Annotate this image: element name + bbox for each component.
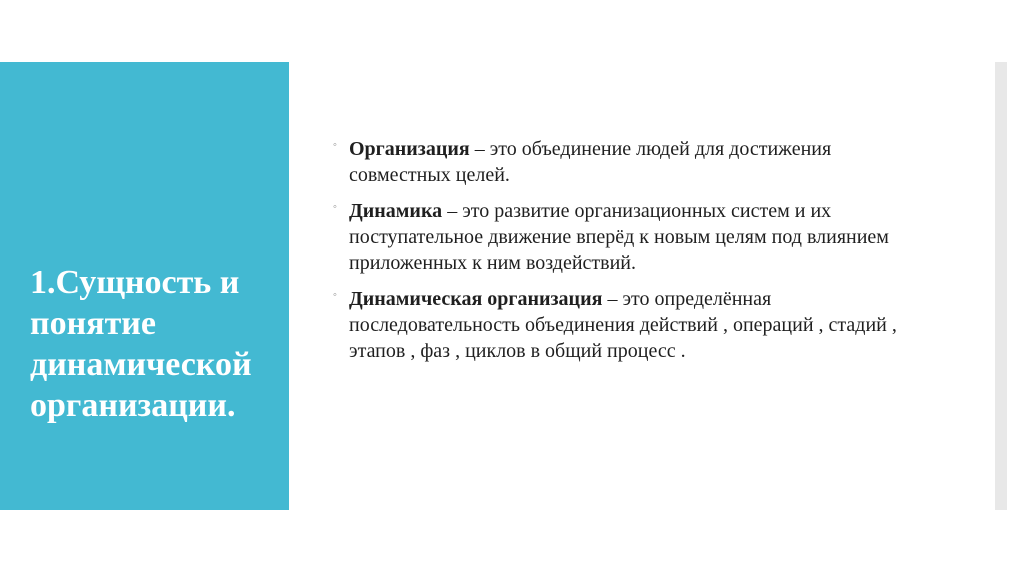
bullet-item-dynamics — [333, 198, 913, 276]
bullet-icon: ◦ — [333, 139, 337, 151]
bullet-term: Организация — [349, 138, 470, 160]
slide-edge-strip — [995, 62, 1007, 510]
bullet-term: Динамическая организация — [349, 288, 603, 310]
slide-title: 1.Сущность и понятие динамической организации. — [30, 264, 252, 424]
bullet-definition: – это определённая последовательность объединения действий , операций , стадий , этапов , фаз , циклов в общий процесс . — [349, 288, 897, 362]
bullet-definition: – это объединение людей для достижения совместных целей. — [349, 138, 832, 186]
bullet-icon: ◦ — [333, 201, 337, 213]
bullet-item-organization — [333, 136, 913, 188]
bullet-definition: – это развитие организационных систем и их поступательное движение вперёд к новым целям под влиянием приложенных к ним воздействий. — [349, 200, 889, 274]
bullet-icon: ◦ — [333, 289, 337, 301]
title-panel — [0, 62, 289, 510]
bullet-item-dynamic-organization — [333, 286, 913, 364]
bullet-list — [333, 136, 913, 374]
bullet-term: Динамика — [349, 200, 443, 222]
